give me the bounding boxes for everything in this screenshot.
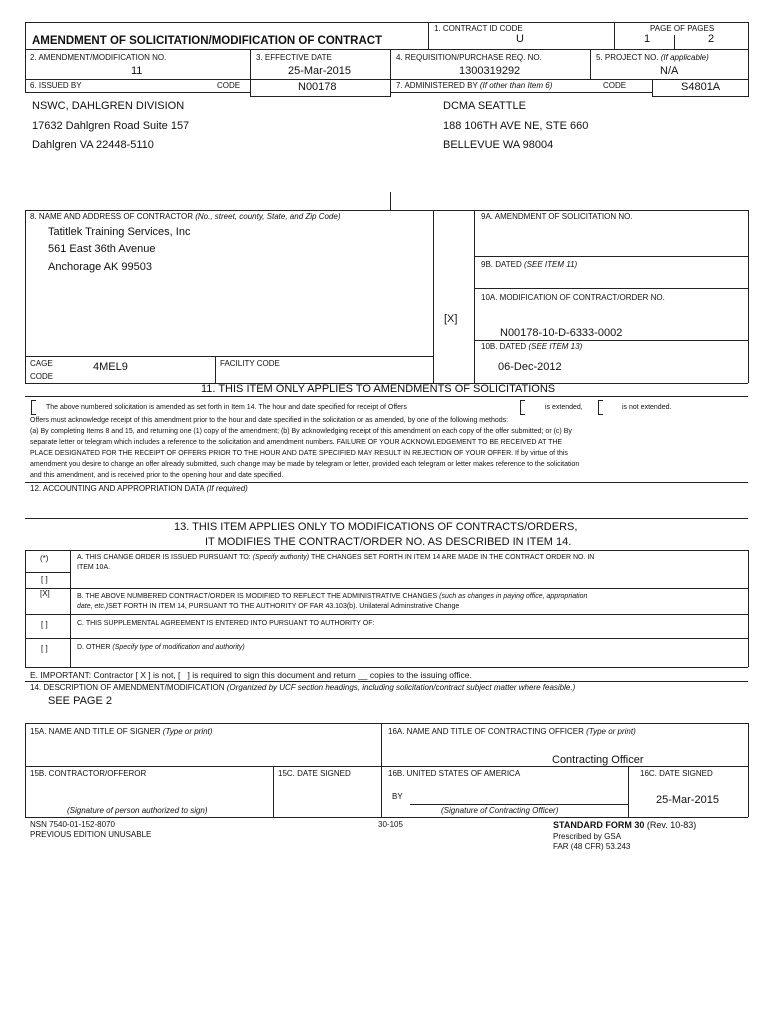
form-code: 30-105 xyxy=(378,820,403,829)
project-no-label-text: 5. PROJECT NO. xyxy=(596,53,659,62)
project-no-value: N/A xyxy=(660,65,679,77)
description-label-note: (Organized by UCF section headings, including solicitation/contract subject matter where feasible.) xyxy=(226,683,576,692)
administered-by-line-2: 188 106TH AVE NE, STE 660 xyxy=(443,120,589,132)
contract-id-code-label: 1. CONTRACT ID CODE xyxy=(434,24,523,33)
item-13-a-text-1: A. THIS CHANGE ORDER IS ISSUED PURSUANT TO: xyxy=(77,554,251,561)
item-11-para-2: (a) By completing Items 8 and 15, and returning one (1) copy of the amendment; (b) By acknowledging receipt of this amendment on each copy of the offer submitted; or (c) By xyxy=(30,428,572,435)
item-11-para-5: amendment you desire to change an offer already submitted, such change may be made by telegram or letter, provided each telegram or letter makes reference to the solicitation xyxy=(30,461,580,468)
item-11-para-1: Offers must acknowledge receipt of this amendment prior to the hour and date specified in the solicitation or as amended, by one of the following methods: xyxy=(30,417,509,424)
administered-by-label-note: (If other than Item 6) xyxy=(479,81,553,90)
standard-form-name: STANDARD FORM 30 xyxy=(553,820,645,830)
far-reference: FAR (48 CFR) 53.243 xyxy=(553,842,631,851)
item-13-d-text: D. OTHER xyxy=(77,644,111,651)
important-text-2: ] is not, [ xyxy=(148,670,181,680)
important-blank: __ xyxy=(358,670,368,680)
modification-dated-label-text: 10B. DATED xyxy=(481,342,527,351)
modification-dated-label-note: (SEE ITEM 13) xyxy=(528,342,583,351)
item-13-mark-d: [ ] xyxy=(41,644,48,653)
item-13-b-text-1: B. THE ABOVE NUMBERED CONTRACT/ORDER IS MODIFIED TO REFLECT THE ADMINISTRATIVE CHANGES xyxy=(77,593,438,600)
item-11-extended: is extended, xyxy=(545,404,583,411)
item-13-a-authority: (Specify authority) xyxy=(252,554,310,561)
page-number: 1 xyxy=(644,33,651,45)
contractor-offeror-label: 15B. CONTRACTOR/OFFEROR xyxy=(30,769,147,778)
administered-by-line-3: BELLEVUE WA 98004 xyxy=(443,139,554,151)
accounting-label xyxy=(30,485,248,493)
item-13-a-line-1 xyxy=(77,554,594,561)
item-11-para-4: PLACE DESIGNATED FOR THE RECEIPT OF OFFERS PRIOR TO THE HOUR AND DATE SPECIFIED MAY RESULT IN REJECTION OF YOUR OFFER. If by virtue of this xyxy=(30,450,568,457)
item-11-heading: 11. THIS ITEM ONLY APPLIES TO AMENDMENTS OF SOLICITATIONS xyxy=(201,383,556,395)
page-total: 2 xyxy=(708,33,715,45)
item-13-heading-2: IT MODIFIES THE CONTRACT/ORDER NO. AS DESCRIBED IN ITEM 14. xyxy=(205,536,572,548)
modification-mark: [X] xyxy=(444,313,458,325)
united-states-label: 16B. UNITED STATES OF AMERICA xyxy=(388,769,521,778)
officer-signature-caption xyxy=(441,807,558,815)
contractor-date-signed-label: 15C. DATE SIGNED xyxy=(278,769,351,778)
page-of-pages-label: PAGE OF PAGES xyxy=(650,24,715,33)
description-value: SEE PAGE 2 xyxy=(48,695,112,707)
prescribed-by: Prescribed by GSA xyxy=(553,832,622,841)
amendment-dated-label-text: 9B. DATED xyxy=(481,260,522,269)
effective-date-label: 3. EFFECTIVE DATE xyxy=(256,53,332,62)
project-no-label-note: (If applicable) xyxy=(660,53,709,62)
item-13-mark-b: [X] xyxy=(40,589,50,598)
important-line xyxy=(30,671,472,680)
cage-code-value: 4MEL9 xyxy=(93,361,128,373)
contract-id-code-value: U xyxy=(516,33,524,45)
administered-by-code-value: S4801A xyxy=(681,81,721,93)
standard-form-revision: (Rev. 10-83) xyxy=(646,820,697,830)
contracting-officer-name-label-text: 16A. NAME AND TITLE OF CONTRACTING OFFICER xyxy=(388,727,584,736)
signer-name-label xyxy=(30,728,212,736)
officer-date-signed-label: 16C. DATE SIGNED xyxy=(640,769,713,778)
requisition-value: 1300319292 xyxy=(459,65,521,77)
issued-by-line-3: Dahlgren VA 22448-5110 xyxy=(32,139,154,151)
item-13-d-note: (Specify type of modification and authority) xyxy=(112,644,245,651)
signer-name-label-text: 15A. NAME AND TITLE OF SIGNER xyxy=(30,727,161,736)
item-13-heading-1: 13. THIS ITEM APPLIES ONLY TO MODIFICATIONS OF CONTRACTS/ORDERS, xyxy=(174,521,578,533)
item-11-para-3: separate letter or telegram which includes a reference to the solicitation and amendment numbers. FAILURE OF YOUR ACKNOWLEDGEMENT TO BE RECEIVED AT THE xyxy=(30,439,563,446)
administered-by-label-text: 7. ADMINISTERED BY xyxy=(396,81,478,90)
modification-contract-value: N00178-10-D-6333-0002 xyxy=(500,327,623,339)
issued-by-line-2: 17632 Dahlgren Road Suite 157 xyxy=(32,120,190,132)
officer-signature-caption-text: (Signature of Contracting Officer) xyxy=(441,806,559,815)
accounting-label-text: 12. ACCOUNTING AND APPROPRIATION DATA xyxy=(30,484,205,493)
item-13-b-note-2: date, etc.) xyxy=(77,603,109,610)
contracting-officer-name-label-note: (Type or print) xyxy=(586,727,636,736)
amendment-no-label: 2. AMENDMENT/MODIFICATION NO. xyxy=(30,53,167,62)
important-text-3: ] is required to sign this document and return xyxy=(187,670,356,680)
item-11-line-1a: The above numbered solicitation is amended as set forth in Item 14. The hour and date specified for receipt of Offers xyxy=(46,404,407,411)
previous-edition-note: PREVIOUS EDITION UNUSABLE xyxy=(30,830,152,839)
issued-by-label: 6. ISSUED BY xyxy=(30,81,82,90)
contractor-label-text: 8. NAME AND ADDRESS OF CONTRACTOR xyxy=(30,212,193,221)
item-13-mark-c: [ ] xyxy=(41,620,48,629)
item-11-para-6: and this amendment, and is received prior to the opening hour and date specified. xyxy=(30,472,284,479)
contractor-signature-caption xyxy=(67,807,208,815)
modification-contract-label: 10A. MODIFICATION OF CONTRACT/ORDER NO. xyxy=(481,293,665,302)
item-13-mark-a2: [ ] xyxy=(41,575,48,584)
administered-by-code-label: CODE xyxy=(603,81,627,90)
contractor-label xyxy=(30,213,341,221)
contractor-signature-caption-text: (Signature of person authorized to sign) xyxy=(67,806,208,815)
cage-label: CAGE xyxy=(30,359,53,368)
item-11-not-extended: is not extended. xyxy=(622,404,672,411)
form-title: AMENDMENT OF SOLICITATION/MODIFICATION OF CONTRACT xyxy=(32,35,383,47)
item-13-d-line xyxy=(77,644,245,651)
amendment-dated-label-note: (SEE ITEM 11) xyxy=(523,260,578,269)
by-label: BY xyxy=(392,792,403,801)
amendment-dated-label xyxy=(481,261,577,269)
description-label-text: 14. DESCRIPTION OF AMENDMENT/MODIFICATION xyxy=(30,683,225,692)
cage-label-2: CODE xyxy=(30,372,54,381)
issued-by-code-label: CODE xyxy=(217,81,241,90)
contracting-officer-title: Contracting Officer xyxy=(552,754,644,766)
modification-dated-label xyxy=(481,343,582,351)
officer-date-signed-value: 25-Mar-2015 xyxy=(656,794,719,806)
item-13-a-line-2: ITEM 10A. xyxy=(77,564,111,571)
issued-by-line-1: NSWC, DAHLGREN DIVISION xyxy=(32,100,185,112)
facility-code-label: FACILITY CODE xyxy=(220,359,280,368)
item-13-b-line-2 xyxy=(77,603,459,610)
effective-date-value: 25-Mar-2015 xyxy=(288,65,351,77)
contractor-line-3: Anchorage AK 99503 xyxy=(48,261,152,273)
item-13-b-line-1 xyxy=(77,593,587,600)
amendment-solicitation-label: 9A. AMENDMENT OF SOLICITATION NO. xyxy=(481,212,633,221)
item-13-a-text-2: THE CHANGES SET FORTH IN ITEM 14 ARE MADE IN THE CONTRACT ORDER NO. IN xyxy=(310,554,595,561)
description-label xyxy=(30,684,575,692)
nsn-number: NSN 7540-01-152-8070 xyxy=(30,820,115,829)
important-text-4: copies to the issuing office. xyxy=(369,670,472,680)
important-mark: X xyxy=(140,670,146,680)
signer-name-label-note: (Type or print) xyxy=(162,727,213,736)
standard-form-label xyxy=(553,821,696,830)
administered-by-line-1: DCMA SEATTLE xyxy=(443,100,526,112)
contractor-line-1: Tatitlek Training Services, Inc xyxy=(48,226,191,238)
amendment-no-value: 11 xyxy=(131,65,143,77)
item-13-mark-a: (*) xyxy=(40,554,49,563)
contractor-label-note: (No., street, county, State, and Zip Code) xyxy=(195,212,341,221)
issued-by-code-value: N00178 xyxy=(298,81,337,93)
modification-dated-value: 06-Dec-2012 xyxy=(498,361,562,373)
item-13-c-text: C. THIS SUPPLEMENTAL AGREEMENT IS ENTERED INTO PURSUANT TO AUTHORITY OF: xyxy=(77,620,375,627)
accounting-label-note: (If required) xyxy=(206,484,248,493)
contractor-line-2: 561 East 36th Avenue xyxy=(48,243,156,255)
contracting-officer-name-label xyxy=(388,728,636,736)
item-13-b-text-2: SET FORTH IN ITEM 14, PURSUANT TO THE AUTHORITY OF FAR 43.103(b). Unilateral Adminstrative Change xyxy=(108,603,460,610)
administered-by-label xyxy=(396,82,552,90)
item-13-b-note-1: (such as changes in paying office, appropriation xyxy=(439,593,588,600)
project-no-label xyxy=(596,54,709,62)
important-text-1: E. IMPORTANT: Contractor [ xyxy=(30,670,138,680)
requisition-label: 4. REQUISITION/PURCHASE REQ. NO. xyxy=(396,53,542,62)
